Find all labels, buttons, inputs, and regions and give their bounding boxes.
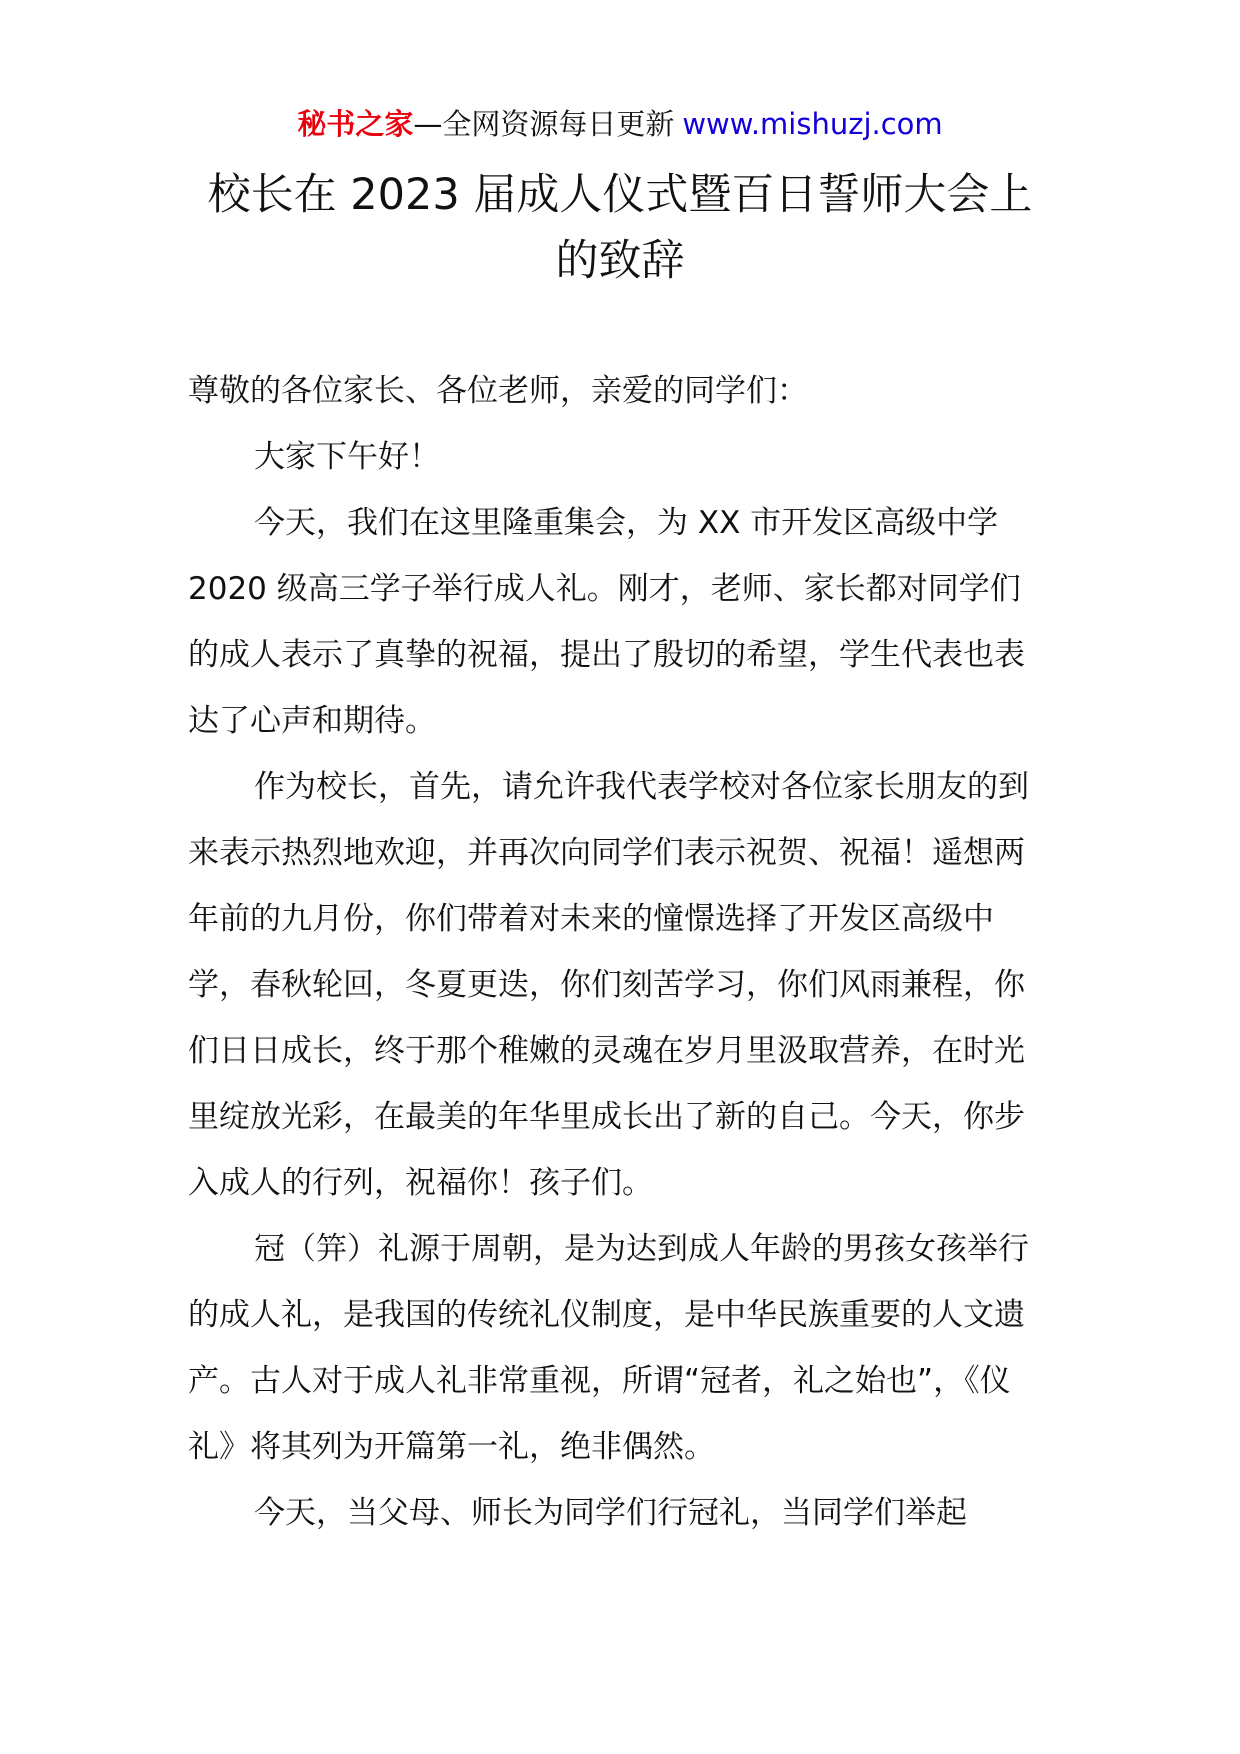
paragraph-coming-of-age-history: 冠（笄）礼源于周朝，是为达到成人年龄的男孩女孩举行的成人礼，是我国的传统礼仪制度，是中华民族重要的人文遗产。古人对于成人礼非常重视，所谓“冠者，礼之始也”，《仪礼》将其列为开篇第一礼，绝非偶然。 bbox=[188, 1231, 1029, 1465]
paragraph-ceremony-intro: 今天，我们在这里隆重集会，为 XX 市开发区高级中学 2020 级高三学子举行成人礼。刚才，老师、家长都对同学们的成人表示了真挚的祝福，提出了殷切的希望，学生代表也表达了心声和期待。 bbox=[188, 505, 1025, 739]
paragraph-principal-welcome: 作为校长，首先，请允许我代表学校对各位家长朋友的到来表示热烈地欢迎，并再次向同学们表示祝贺、祝福！遥想两年前的九月份，你们带着对未来的憧憬选择了开发区高级中学，春秋轮回，冬夏更迭，你们刻苦学习，你们风雨兼程，你们日日成长，终于那个稚嫩的灵魂在岁月里汲取营养，在时光里绽放光彩，在最美的年华里成长出了新的自己。今天，你步入成人的行列，祝福你！孩子们。 bbox=[188, 769, 1029, 1201]
site-header bbox=[0, 104, 1240, 144]
site-brand: 秘书之家 bbox=[297, 107, 414, 141]
document-title bbox=[150, 162, 1090, 294]
document-title-line-1: 校长在 2023 届成人仪式暨百日誓师大会上 bbox=[207, 170, 1033, 220]
paragraph-greeting: 大家下午好！ bbox=[254, 439, 440, 475]
document-title-line-2: 的致辞 bbox=[555, 236, 685, 286]
site-slogan: —全网资源每日更新 bbox=[413, 107, 675, 141]
salutation: 尊敬的各位家长、各位老师，亲爱的同学们： bbox=[188, 373, 808, 409]
site-url-link[interactable]: www.mishuzj.com bbox=[682, 107, 943, 141]
paragraph-today-ceremony: 今天，当父母、师长为同学们行冠礼，当同学们举起 bbox=[254, 1495, 967, 1531]
document-body bbox=[188, 358, 1050, 1546]
